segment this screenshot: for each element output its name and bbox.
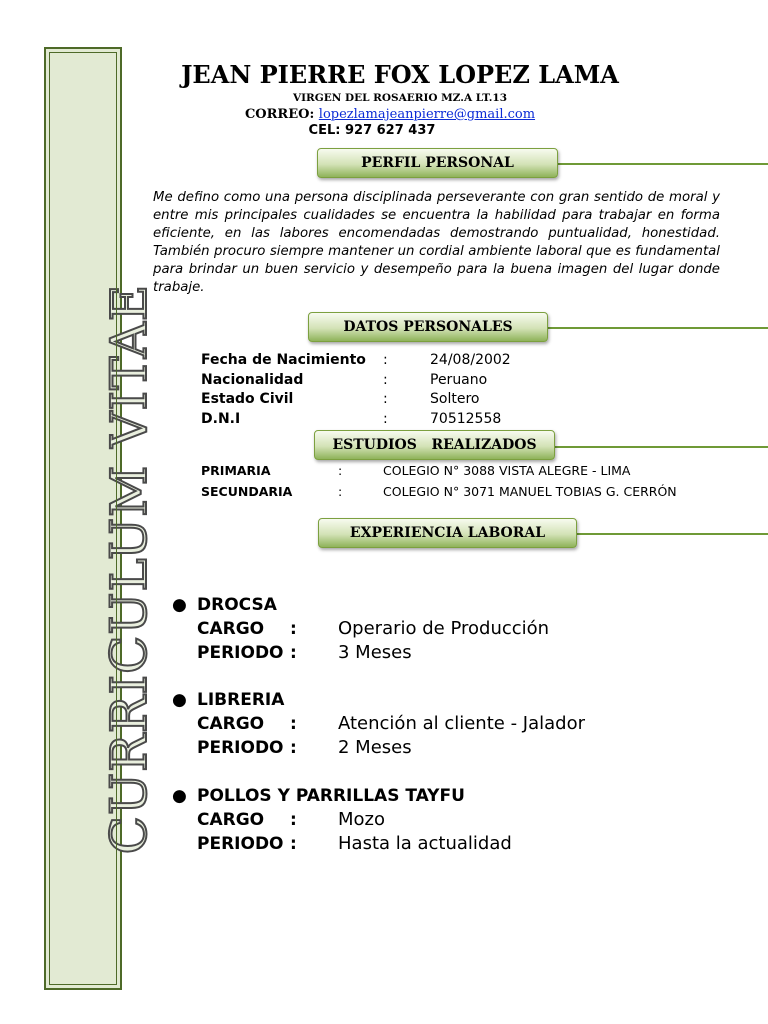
personal-value: 24/08/2002: [430, 352, 511, 368]
study-separator: :: [338, 484, 343, 499]
section-divider: [553, 446, 768, 448]
personal-separator: :: [383, 372, 388, 388]
separator: :: [290, 714, 297, 734]
address: VIRGEN DEL ROSAERIO MZ.A LT.13: [292, 92, 507, 104]
bullet-icon: ●: [172, 786, 187, 806]
email-line: [0, 107, 768, 122]
cargo-value: Atención al cliente - Jalador: [338, 713, 585, 734]
section-header-personal: DATOS PERSONALES: [308, 312, 548, 342]
bullet-icon: ●: [172, 595, 187, 615]
section-header-studies: ESTUDIOS REALIZADOS: [314, 430, 555, 460]
sidebar-title: CURRICULUM VITAE: [100, 283, 158, 855]
section-divider: [546, 327, 768, 329]
periodo-value: 2 Meses: [338, 737, 412, 758]
study-label: PRIMARIA: [201, 463, 271, 478]
section-divider: [556, 163, 768, 165]
section-header-experience: EXPERIENCIA LABORAL: [318, 518, 577, 548]
separator: :: [290, 619, 297, 639]
personal-separator: :: [383, 352, 388, 368]
personal-separator: :: [383, 411, 388, 427]
email-link[interactable]: lopezlamajeanpierre@gmail.com: [318, 107, 536, 122]
study-value: COLEGIO N° 3088 VISTA ALEGRE - LIMA: [383, 463, 631, 478]
phone: CEL: 927 627 437: [308, 123, 436, 138]
personal-separator: :: [383, 391, 388, 407]
periodo-label: PERIODO: [197, 738, 284, 758]
personal-value: Peruano: [430, 372, 488, 388]
study-separator: :: [338, 463, 343, 478]
periodo-label: PERIODO: [197, 834, 284, 854]
cargo-label: CARGO: [197, 810, 265, 830]
personal-value: Soltero: [430, 391, 480, 407]
bullet-icon: ●: [172, 690, 187, 710]
job-company: POLLOS Y PARRILLAS TAYFU: [197, 786, 465, 806]
section-divider: [576, 533, 768, 535]
study-label: SECUNDARIA: [201, 484, 293, 499]
periodo-value: 3 Meses: [338, 642, 412, 663]
separator: :: [290, 834, 297, 854]
personal-label: Estado Civil: [201, 391, 294, 407]
periodo-label: PERIODO: [197, 643, 284, 663]
periodo-value: Hasta la actualidad: [338, 833, 512, 854]
personal-label: Nacionalidad: [201, 372, 304, 388]
study-value: COLEGIO N° 3071 MANUEL TOBIAS G. CERRÓN: [383, 484, 677, 499]
job-company: LIBRERIA: [197, 690, 285, 710]
separator: :: [290, 738, 297, 758]
personal-label: Fecha de Nacimiento: [201, 352, 366, 368]
cargo-label: CARGO: [197, 619, 265, 639]
cargo-value: Mozo: [338, 809, 386, 830]
section-header-profile: PERFIL PERSONAL: [317, 148, 558, 178]
applicant-name: JEAN PIERRE FOX LOPEZ LAMA: [181, 60, 619, 89]
separator: :: [290, 643, 297, 663]
email-label: CORREO:: [244, 107, 315, 122]
profile-text: Me defino como una persona disciplinada perseverante con gran sentido de moral y entre mis principales cualidades se encuentra la habilidad para trabajar en forma eficiente, en las labores encomendadas demostrando puntualidad, honestidad. También procuro siempre mantener un cordial ambiente laboral que es fundamental para brindar un buen servicio y desempeño para la buena imagen del lugar donde trabaje.: [153, 190, 720, 295]
personal-label: D.N.I: [201, 411, 241, 427]
cargo-label: CARGO: [197, 714, 265, 734]
personal-value: 70512558: [430, 411, 502, 427]
sidebar-panel: [44, 47, 158, 990]
separator: :: [290, 810, 297, 830]
cargo-value: Operario de Producción: [338, 618, 550, 639]
job-company: DROCSA: [197, 595, 277, 615]
